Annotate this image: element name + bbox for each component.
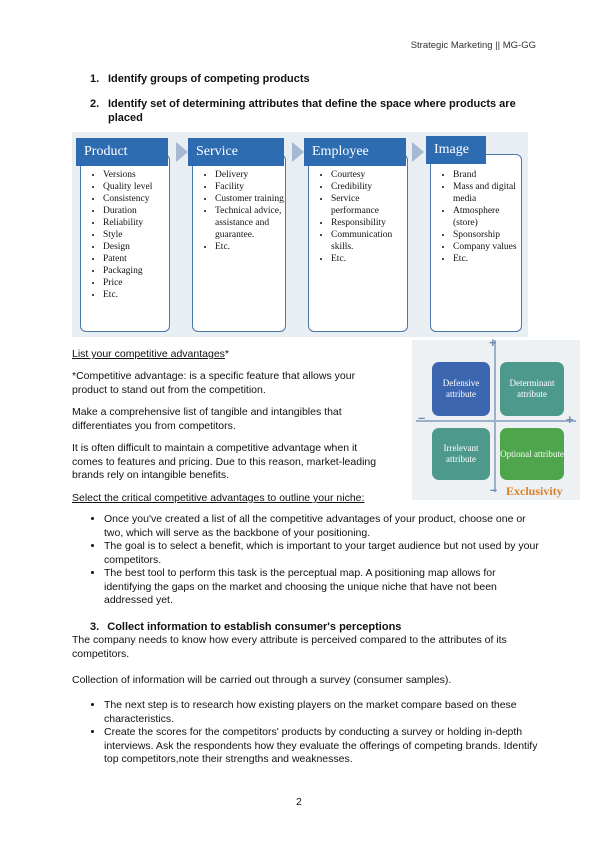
list-item: • Atmosphere (store) [453, 205, 521, 229]
list-item: • Versions [103, 169, 169, 181]
list-item: • Courtesy [331, 169, 407, 181]
step-1 [90, 72, 310, 86]
list-item: • Etc. [103, 289, 169, 301]
horizontal-axis [416, 420, 576, 422]
list-item: • Sponsorship [453, 229, 521, 241]
step-1-text: Identify groups of competing products [108, 73, 310, 85]
list-item: • Responsibility [331, 217, 407, 229]
product-column [80, 154, 170, 332]
image-header: Image [426, 136, 486, 164]
attribute-diagram [72, 132, 528, 337]
employee-column [308, 154, 408, 332]
image-column [430, 154, 522, 332]
exclusivity-matrix [412, 335, 580, 500]
step-2-number: 2. [90, 98, 100, 110]
arrow-right-icon [292, 142, 304, 162]
list-item: • Credibility [331, 181, 407, 193]
service-header: Service [188, 138, 284, 166]
image-list [431, 169, 521, 265]
axis-left-minus-icon: – [418, 410, 426, 425]
product-list [81, 169, 169, 301]
list-item: • Company values [453, 241, 521, 253]
list-item: • The next step is to research how existing players on the market compare based on these characteristics. [104, 699, 544, 726]
step-2 [90, 97, 530, 124]
page-number: 2 [296, 796, 302, 808]
determinant-attribute-cell: Determinant attribute [500, 362, 564, 416]
step-3-text: Collect information to establish consumer's perceptions [107, 621, 402, 633]
advantages-paragraph-1: Make a comprehensive list of tangible and intangibles that differentiates you from competitors. [72, 406, 342, 432]
product-header: Product [76, 138, 168, 166]
list-item: • Style [103, 229, 169, 241]
defensive-attribute-cell: Defensive attribute [432, 362, 490, 416]
vertical-axis [494, 340, 496, 492]
employee-list [309, 169, 407, 265]
list-item: • Mass and digital media [453, 181, 521, 205]
list-item: • Duration [103, 205, 169, 217]
list-item: • Technical advice, assistance and guarantee. [215, 205, 285, 241]
advantages-paragraph-2: It is often difficult to maintain a competitive advantage when it comes to features and pricing. Due to this reason, market-leading brands rely on intangible benefits. [72, 442, 377, 481]
list-item: • Service performance [331, 193, 407, 217]
list-item: • Patent [103, 253, 169, 265]
advantages-heading-mark: * [224, 348, 230, 360]
advantages-bullet-list [88, 513, 544, 608]
perceptions-bullet-list [88, 699, 544, 767]
list-item: • Delivery [215, 169, 285, 181]
axis-bottom-minus-icon: – [490, 482, 498, 497]
step-1-number: 1. [90, 73, 100, 85]
axis-right-plus-icon: + [566, 412, 574, 427]
list-item: • Etc. [215, 241, 285, 253]
list-item: • Etc. [453, 253, 521, 265]
step-2-text: Identify set of determining attributes that define the space where products are placed [108, 98, 516, 124]
list-item: • Consistency [103, 193, 169, 205]
list-item: • Reliability [103, 217, 169, 229]
list-item: • Facility [215, 181, 285, 193]
service-column [192, 154, 286, 332]
perceptions-paragraph-1: The company needs to know how every attribute is perceived compared to the attributes of its competitors. [72, 634, 507, 660]
list-item: • Brand [453, 169, 521, 181]
service-list [193, 169, 285, 253]
optional-attribute-cell: Optional attribute [500, 428, 564, 480]
list-item: • Price [103, 277, 169, 289]
list-item: • Etc. [331, 253, 407, 265]
advantages-heading [72, 348, 229, 362]
advantages-heading-text: List your competitive advantages [72, 348, 225, 360]
perceptions-paragraph-2: Collection of information will be carried out through a survey (consumer samples). [72, 674, 452, 686]
list-item: • Quality level [103, 181, 169, 193]
list-item: • Create the scores for the competitors' products by conducting a survey or holding in-depth interviews. Ask the respondents how they evaluate the offerings of competing brands. Identify top competitors,note their strengths and weaknesses. [104, 726, 544, 767]
list-item: • Design [103, 241, 169, 253]
arrow-right-icon [176, 142, 188, 162]
arrow-right-icon [412, 142, 424, 162]
irrelevant-attribute-cell: Irrelevant attribute [432, 428, 490, 480]
list-item: • Customer training [215, 193, 285, 205]
list-item: • Packaging [103, 265, 169, 277]
advantage-definition: *Competitive advantage: is a specific feature that allows your product to stand out from the competition. [72, 370, 356, 396]
step-3-number: 3. [90, 621, 100, 633]
exclusivity-label: Exclusivity [506, 484, 563, 498]
step-3 [90, 620, 401, 634]
employee-header: Employee [304, 138, 406, 166]
select-advantages-heading: Select the critical competitive advantages to outline your niche: [72, 492, 365, 504]
running-header: Strategic Marketing || MG-GG [410, 40, 536, 51]
axis-top-plus-icon: + [489, 335, 497, 350]
list-item: • Once you've created a list of all the competitive advantages of your product, choose one or two, which will serve as the backbone of your positioning. [104, 513, 544, 540]
list-item: • The goal is to select a benefit, which is important to your target audience but not used by your competitors. [104, 540, 544, 567]
list-item: • The best tool to perform this task is the perceptual map. A positioning map allows for identifying the gaps on the market and choosing the unique niche that have not been addressed yet. [104, 567, 544, 608]
list-item: • Communication skills. [331, 229, 407, 253]
